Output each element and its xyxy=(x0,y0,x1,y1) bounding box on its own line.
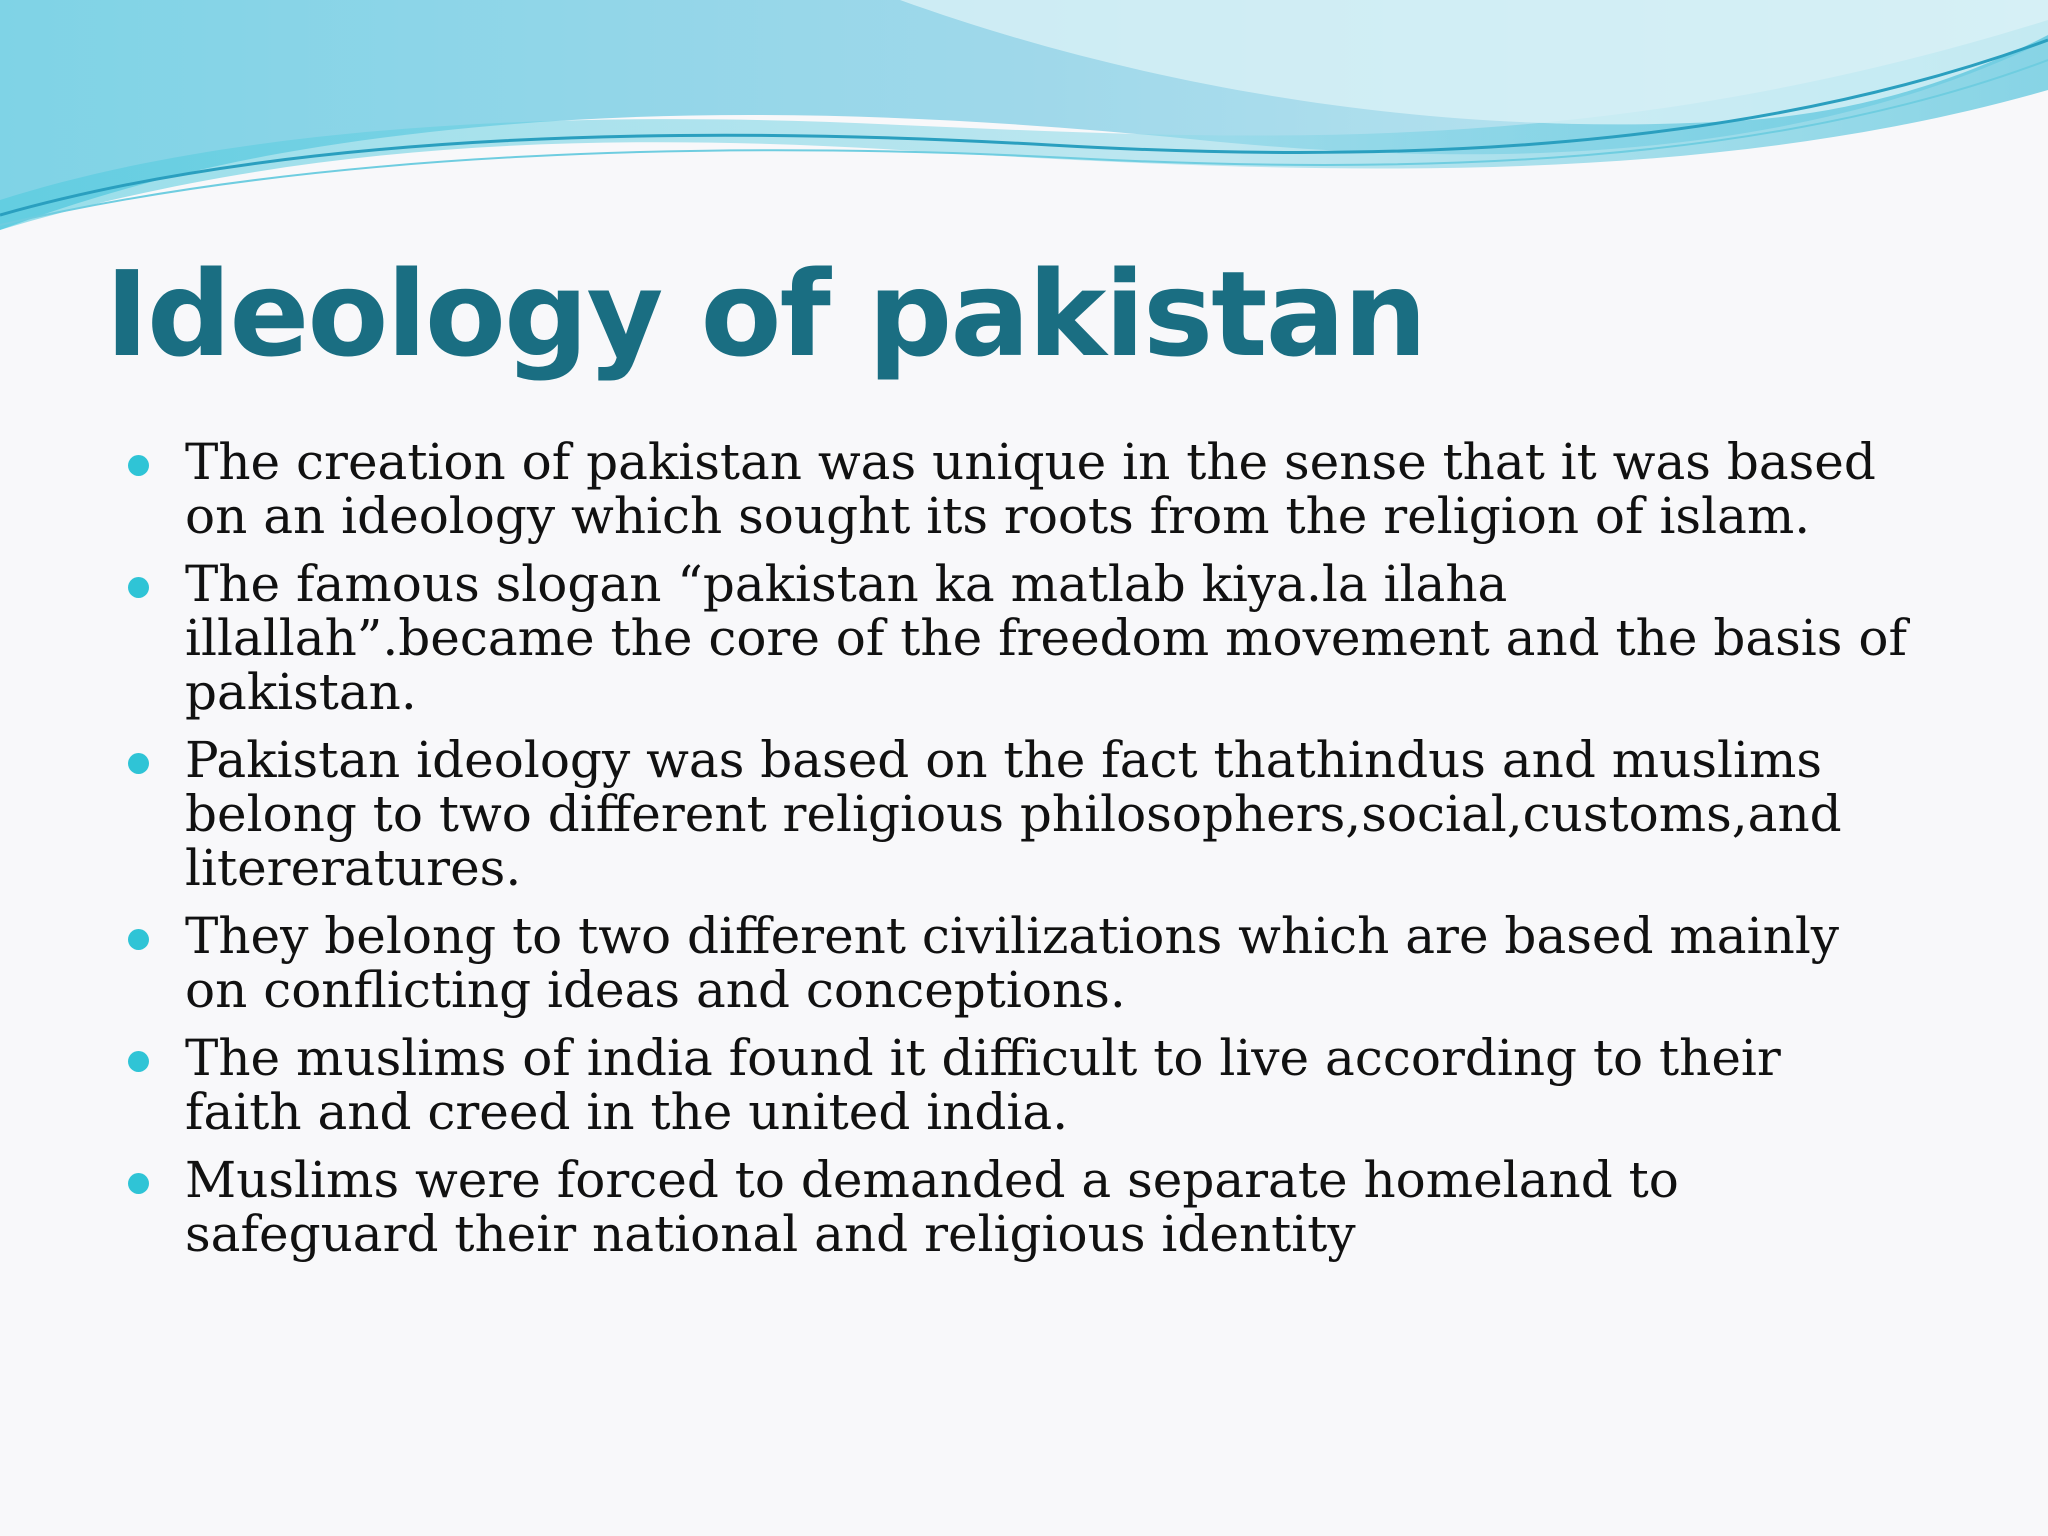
bullet-dot-icon xyxy=(128,1173,149,1194)
bullet-text: Pakistan ideology was based on the fact thathindus and muslims belong to two different religious philosophers,social,customs,and litereratures. xyxy=(185,731,1842,897)
bullet-text: They belong to two different civilizations which are based mainly on conflicting ideas and conceptions. xyxy=(185,907,1840,1019)
bullet-item xyxy=(128,1153,1908,1261)
bullet-text: The muslims of india found it difficult to live according to their faith and creed in the united india. xyxy=(185,1029,1781,1141)
bullet-dot-icon xyxy=(128,1051,149,1072)
bullet-dot-icon xyxy=(128,577,149,598)
bullet-list xyxy=(128,435,1908,1275)
bullet-item xyxy=(128,733,1908,895)
bullet-text: The famous slogan “pakistan ka matlab kiya.la ilaha illallah”.became the core of the freedom movement and the basis of pakistan. xyxy=(185,555,1907,721)
bullet-item xyxy=(128,557,1908,719)
bullet-dot-icon xyxy=(128,455,149,476)
bullet-dot-icon xyxy=(128,929,149,950)
bullet-text: The creation of pakistan was unique in the sense that it was based on an ideology which sought its roots from the religion of islam. xyxy=(185,433,1876,545)
bullet-item xyxy=(128,1031,1908,1139)
wave-header-decoration xyxy=(0,0,2048,260)
bullet-item xyxy=(128,435,1908,543)
bullet-text: Muslims were forced to demanded a separate homeland to safeguard their national and religious identity xyxy=(185,1151,1679,1263)
slide-title: Ideology of pakistan xyxy=(105,245,1426,383)
bullet-item xyxy=(128,909,1908,1017)
bullet-dot-icon xyxy=(128,753,149,774)
